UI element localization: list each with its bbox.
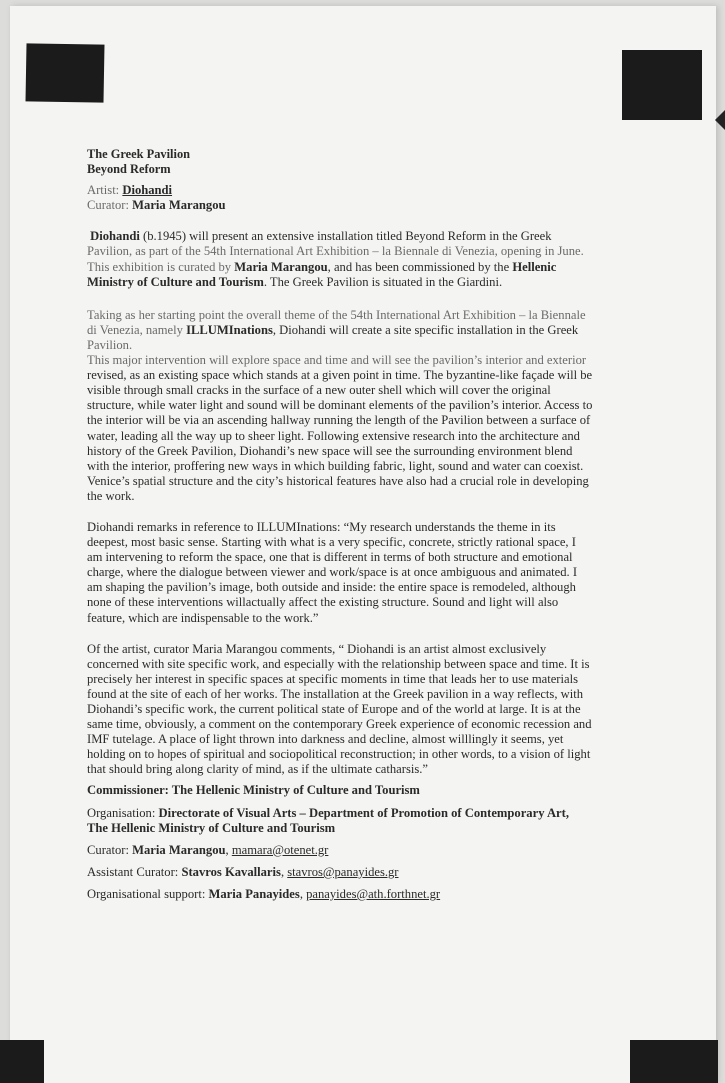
intro-line-3: This exhibition is curated by Maria Marangou, and has been commissioned by the Hellenic xyxy=(87,259,557,274)
organisation-line: Organisation: Directorate of Visual Arts – Department of Promotion of Contemporary Art, The Hellenic Ministry of Culture and Tourism xyxy=(87,805,569,835)
remarks-line: feature, which are indispensable to the work.” xyxy=(87,610,319,625)
theme-body-line: This major intervention will explore space and time and will see the pavilion’s interior and exterior xyxy=(87,353,587,368)
theme-body-line: the interior will be via an ascending hallway running the length of the Pavilion between a surface of xyxy=(87,413,591,428)
curator-comment-line: same time, obviously, a comment on the contemporary Greek experience of economic recession and xyxy=(87,717,592,732)
tape-bottom-right xyxy=(630,1040,718,1083)
curator-comment-line: Of the artist, curator Maria Marangou comments, “ Diohandi is an artist almost exclusively xyxy=(87,641,547,656)
curator-contact-line: Curator: Maria Marangou, mamara@otenet.gr xyxy=(87,842,329,857)
tape-bottom-left xyxy=(0,1040,44,1083)
title-line-2: Beyond Reform xyxy=(87,162,171,177)
theme-body-line: visible through small cracks in the surface of a new outer shell which will cover the original xyxy=(87,383,551,398)
curator-comment-line: IMF tutelage. A place of light thrown into darkness and decline, almost willlingly it seems, yet xyxy=(87,732,564,747)
support-email-link[interactable]: panayides@ath.forthnet.gr xyxy=(306,886,441,901)
intro-line-4: Ministry of Culture and Tourism. The Greek Pavilion is situated in the Giardini. xyxy=(87,274,503,289)
curator-label: Curator: xyxy=(87,198,129,213)
theme-body xyxy=(87,353,637,504)
theme-body-line: with the interior, proffering new ways in which building fabric, light, sound and water can coexist. xyxy=(87,458,584,473)
tape-top-left xyxy=(25,43,104,102)
artist-remarks-paragraph xyxy=(87,520,637,626)
intro-paragraph xyxy=(87,229,637,289)
curator-comment-line: found at the site of each of her works. The installation at the Greek pavilion in a way reflects, with xyxy=(87,686,584,701)
curator-name: Maria Marangou xyxy=(132,198,226,213)
artist-label: Artist: xyxy=(87,183,120,198)
theme-body-line: the work. xyxy=(87,488,135,503)
curator-email-link[interactable]: mamara@otenet.gr xyxy=(231,842,329,857)
curator-comment-line: that should bring along clarity of mind, as if the ultimate catharsis.” xyxy=(87,762,428,777)
theme-body-line: structure, while water light and sound will be dominant elements of the pavilion’s interior. Access to xyxy=(87,398,593,413)
curator-comment-line: holding on to hopes of spiritual and sociopolitical reconstruction; in other words, to a vision of light xyxy=(87,747,591,762)
curator-comment-line: precisely her interest in specific spaces at specific moments in time that leads her to use materials xyxy=(87,671,578,686)
remarks-line: Diohandi remarks in reference to ILLUMInations: “My research understands the theme in its xyxy=(87,519,556,534)
heading-block xyxy=(87,147,637,213)
credits-block xyxy=(87,783,637,902)
intro-line-2: Pavilion, as part of the 54th International Art Exhibition – la Biennale di Venezia, opening in June. xyxy=(87,244,584,259)
curator-comment-paragraph xyxy=(87,642,637,778)
theme-body-line: Venice’s spatial structure and the city’s historical features have also had a crucial role in developing xyxy=(87,473,589,488)
theme-body-line: history of the Greek Pavilion, Diohandi’s new space will see the surrounding environment blend xyxy=(87,443,573,458)
theme-line-3: Pavilion. xyxy=(87,337,133,352)
remarks-line: charge, where the dialogue between viewer and work/space is at once ambiguous and animated. I xyxy=(87,565,578,580)
curator-line xyxy=(87,198,637,213)
theme-paragraph xyxy=(87,308,637,504)
remarks-line: none of these interventions willactually affect the existing structure. Sound and light will also xyxy=(87,595,559,610)
intro-line-1: Diohandi (b.1945) will present an extensive installation titled Beyond Reform in the Greek xyxy=(90,229,552,244)
theme-line-2: di Venezia, namely ILLUMInations, Diohandi will create a site specific installation in the Greek xyxy=(87,322,579,337)
remarks-line: deepest, most basic sense. Starting with what is a very specific, concrete, strictly rational space, I xyxy=(87,535,576,550)
theme-line-1: Taking as her starting point the overall theme of the 54th International Art Exhibition – la Biennale xyxy=(87,307,586,322)
curator-comment-line: concerned with site specific work, and especially with the relationship between space and time. It is xyxy=(87,656,590,671)
remarks-line: am shaping the pavilion’s image, both outside and inside: the entire space is remodeled, although xyxy=(87,580,576,595)
tape-top-right xyxy=(622,50,702,120)
curator-comment-line: Diohandi’s specific work, the current political state of Europe and of the world at large. It is at the xyxy=(87,702,581,716)
artist-line xyxy=(87,183,637,198)
theme-body-line: revised, as an existing space which stands at a given point in time. The byzantine-like façade will be xyxy=(87,368,593,383)
remarks-line: am intervening to reform the space, one that is different in terms of both structure and emotional xyxy=(87,550,573,565)
assistant-email-link[interactable]: stavros@panayides.gr xyxy=(287,864,399,879)
commissioner-line: Commissioner: The Hellenic Ministry of Culture and Tourism xyxy=(87,783,420,798)
assistant-contact-line: Assistant Curator: Stavros Kavallaris, stavros@panayides.gr xyxy=(87,864,399,879)
support-contact-line: Organisational support: Maria Panayides, panayides@ath.forthnet.gr xyxy=(87,886,441,901)
press-release xyxy=(87,147,637,902)
title-line-1: The Greek Pavilion xyxy=(87,147,191,161)
wall-clip xyxy=(715,110,725,130)
theme-body-line: water, leading all the way up to sheer light. Following extensive research into the architecture and xyxy=(87,428,580,443)
artist-name: Diohandi xyxy=(122,183,173,198)
